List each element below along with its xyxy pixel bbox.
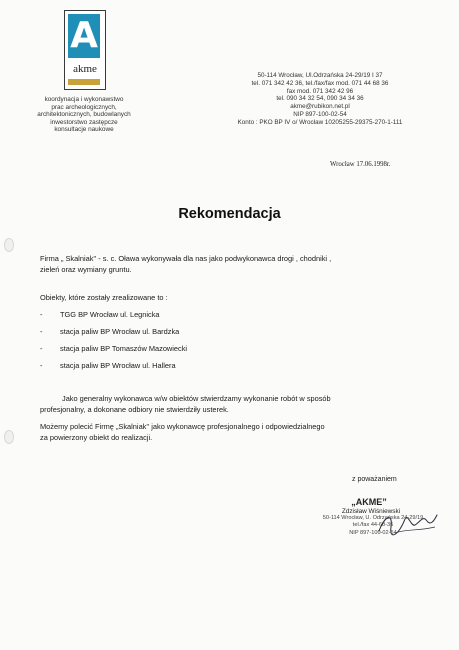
list-item-text: TGG BP Wrocław ul. Legnicka xyxy=(60,310,160,319)
closing-greeting: z poważaniem xyxy=(352,476,397,483)
logo-name: akme xyxy=(73,63,97,75)
punch-hole-mark xyxy=(4,430,14,444)
paragraph-line: profesjonalny, a dokonane odbiory nie stwierdziły usterek. xyxy=(40,405,229,414)
list-bullet: - xyxy=(40,344,43,353)
address-line: tel. 071 342 42 36, tel./fax/fax mod. 071 44 68 36 xyxy=(251,79,389,87)
address-line: fax mod. 071 342 42 96 xyxy=(286,87,354,95)
list-item xyxy=(40,323,340,340)
list-item xyxy=(40,357,340,374)
list-item-text: stacja paliw BP Tomaszów Mazowiecki xyxy=(60,344,188,353)
stamp-company-name: „AKME” xyxy=(351,497,387,507)
list-item xyxy=(40,306,340,323)
list-item xyxy=(40,340,340,357)
logo-gold-stripe xyxy=(68,79,100,85)
paragraph-line: Możemy polecić Firmę „Skalniak'' jako wykonawcę profesjonalnego i odpowiedzialnego xyxy=(40,422,325,431)
stamp-line: 50-114 Wrocław, U. Odrzańska 24-29/19 xyxy=(322,515,424,521)
paragraph-line: zieleń oraz wymiany gruntu. xyxy=(40,265,132,274)
list-bullet: - xyxy=(40,327,43,336)
address-nip: NIP 897-100-02-54 xyxy=(293,110,347,118)
stamp-line: tel./fax 44-68-36 xyxy=(352,522,394,529)
letter-title: Rekomendacja xyxy=(178,206,281,222)
punch-hole-mark xyxy=(4,238,14,252)
paragraph-line: za powierzony obiekt do realizacji. xyxy=(40,433,153,442)
letter-date: Wrocław 17.06.1998r. xyxy=(330,161,391,168)
company-description xyxy=(28,96,140,134)
address-line: tel. 090 34 32 54, 090 34 34 36 xyxy=(276,95,364,103)
logo-letter: A xyxy=(70,15,98,56)
stamp-line: NIP 897-100-02-54 xyxy=(349,529,397,536)
address-line: 50-114 Wrocław, Ul.Odrzańska 24-29/19 I 37 xyxy=(257,72,383,79)
paragraph-line: Jako generalny wykonawca w/w obiektów stwierdzamy wykonanie robót w sposób xyxy=(62,394,331,403)
logo-blue-panel xyxy=(68,14,100,58)
list-item-text: stacja paliw BP Wrocław ul. Hallera xyxy=(60,361,176,370)
paragraph-intro xyxy=(40,253,430,275)
company-desc-line: inwestorstwo zastępcze xyxy=(50,118,118,126)
company-logo xyxy=(64,10,106,90)
list-bullet: - xyxy=(40,361,43,370)
company-desc-line: architektonicznych, budowlanych xyxy=(37,111,131,119)
objects-list xyxy=(40,306,340,374)
company-address-block xyxy=(226,72,414,127)
address-email: akme@rubikon.net.pl xyxy=(290,103,350,111)
company-desc-line: koordynacja i wykonawstwo xyxy=(44,96,124,103)
list-bullet: - xyxy=(40,310,43,319)
handwritten-signature xyxy=(375,505,445,541)
address-bank-account: Konto : PKO BP IV o/ Wrocław 10205255-29375-270-1-111 xyxy=(237,118,403,126)
list-item-text: stacja paliw BP Wrocław ul. Bardzka xyxy=(60,327,180,336)
company-desc-line: konsultacje naukowe xyxy=(54,126,114,134)
paragraph-line: Firma „ Skalniak'' - s. c. Oława wykonywała dla nas jako podwykonawca drogi , chodniki , xyxy=(40,254,332,263)
paragraph-recommendation xyxy=(40,421,430,443)
company-desc-line: prac archeologicznych, xyxy=(51,103,117,111)
paragraph-statement xyxy=(40,393,430,415)
paragraph-objects-intro: Obiekty, które zostały zrealizowane to : xyxy=(40,293,168,302)
stamp-signatory: Zdzisław Wiśniewski xyxy=(341,508,401,515)
